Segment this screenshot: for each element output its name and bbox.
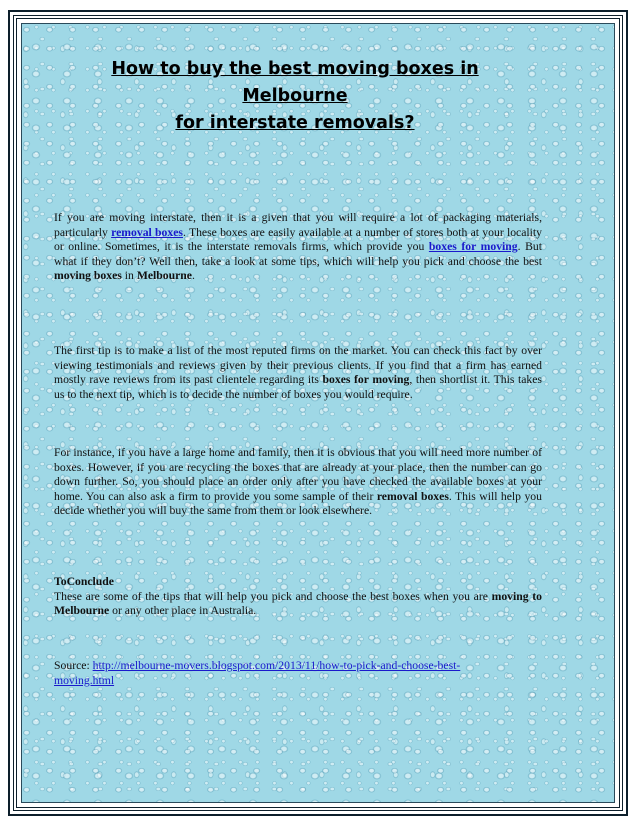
text: . <box>192 269 195 283</box>
text: . This will help you decide whether you will buy the same from them or look elsewhere. <box>54 489 542 518</box>
source-link[interactable] <box>54 659 460 687</box>
removal-boxes-link[interactable]: removal boxes <box>111 225 183 239</box>
bold-moving-boxes: moving boxes <box>54 269 122 283</box>
source-line <box>54 659 542 688</box>
paragraph-intro <box>54 211 542 284</box>
bold-melbourne: Melbourne <box>136 269 192 283</box>
bold-moving-to-melbourne: moving to Melbourne <box>54 589 543 618</box>
document-title <box>60 56 530 137</box>
text: . But what if they don’t? Well then, take a look at some tips, which will help you pick and choose the best <box>54 240 543 268</box>
title-line-2: for interstate removals? <box>175 113 415 133</box>
title-line-1: How to buy the best moving boxes in Melbourne <box>111 59 479 106</box>
paragraph-conclusion <box>54 575 542 619</box>
conclusion-heading: ToConclude <box>54 575 114 588</box>
text: The first tip is to make a list of the most reputed firms on the market. You can check this fact by over viewing testimonials and reviews given by their previous clients. If you find that a firm has earned mostly rave reviews from its past clientele regarding its <box>54 344 542 387</box>
bold-boxes-for-moving: boxes for moving <box>322 373 410 387</box>
source-url-part-2: moving.html <box>54 673 115 687</box>
source-label: Source: <box>54 659 93 672</box>
paragraph-instance <box>54 446 542 519</box>
text: If you are moving interstate, then it is a given that you will require a lot of packaging materials, particularly <box>54 211 542 239</box>
text: For instance, if you have a large home and family, then it is obvious that you will need more number of boxes. However, if you are recycling the boxes that are already at your place, then the number can go down further. So, you should place an order only after you have checked the available boxes at your home. You can also ask a firm to provide you some sample of their <box>54 446 542 503</box>
bold-removal-boxes: removal boxes <box>376 489 449 503</box>
boxes-for-moving-link[interactable]: boxes for moving <box>428 240 518 254</box>
text: or any other place in Australia. <box>109 604 257 618</box>
text: These are some of the tips that will help you pick and choose the best boxes when you are <box>54 589 492 603</box>
paragraph-first-tip <box>54 344 542 402</box>
source-url-part-1: http://melbourne-movers.blogspot.com/2013/11/how-to-pick-and-choose-best- <box>92 659 461 672</box>
text: in <box>121 269 137 283</box>
text: . These boxes are easily available at a number of stores both at your locality or online. Sometimes, it is the interstate removals firms, which provide you <box>54 225 543 254</box>
text: , then shortlist it. This takes us to the next tip, which is to decide the number of boxes you would require. <box>54 373 542 401</box>
